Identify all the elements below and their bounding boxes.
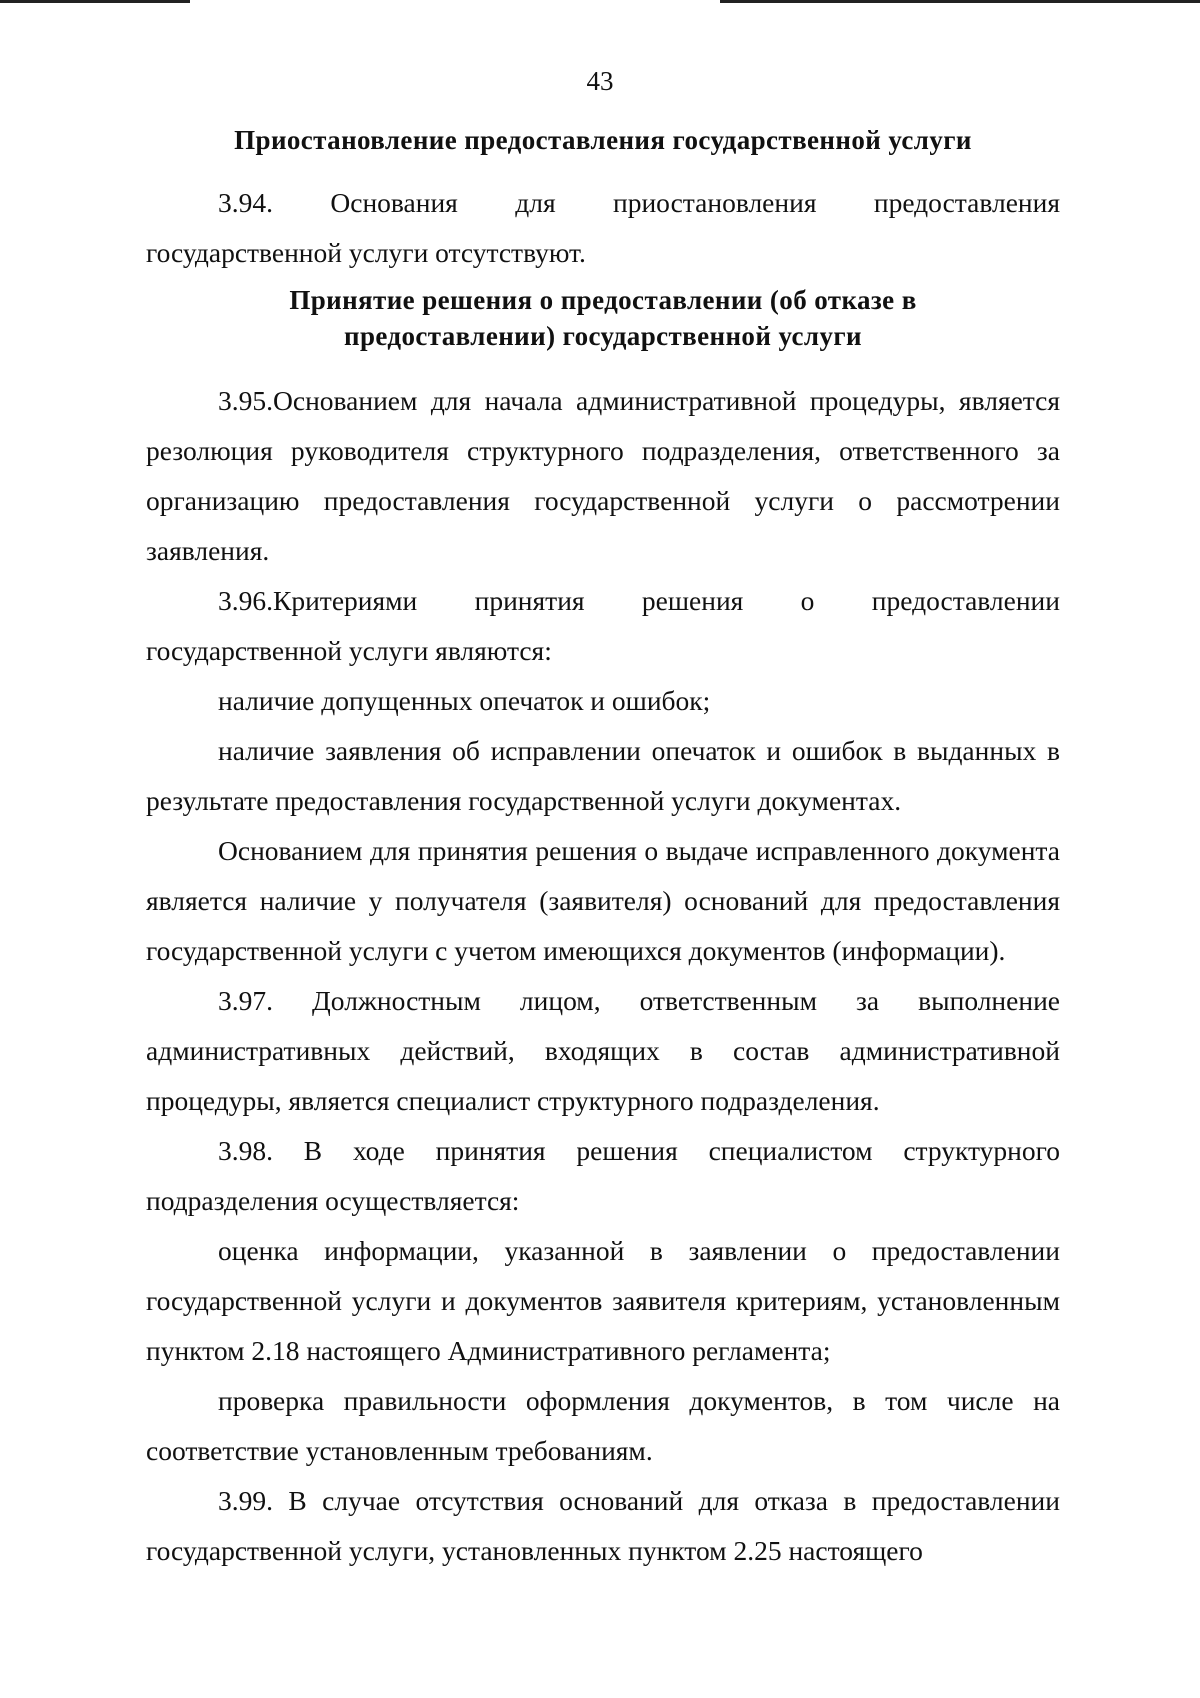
paragraph-corrected-document-basis: Основанием для принятия решения о выдаче исправленного документа является наличие у получателя (заявителя) оснований для предоставления государственной услуги с учетом имеющихся документов (информации). (146, 835, 1060, 966)
paragraph-3-95: 3.95.Основанием для начала административной процедуры, является резолюция руководителя структурного подразделения, ответственного за организацию предоставления государственной услуги о рассмотрении заявления. (146, 385, 1060, 566)
scan-edge-left (0, 0, 190, 3)
list-item-typos: наличие допущенных опечаток и ошибок; (218, 685, 711, 716)
document-body (146, 108, 1060, 1576)
scan-edge-right (720, 0, 1200, 3)
paragraph-3-97: 3.97. Должностным лицом, ответственным за выполнение административных действий, входящих в состав административной процедуры, является специалист структурного подразделения. (146, 985, 1060, 1116)
paragraph-3-96: 3.96.Критериями принятия решения о предоставлении государственной услуги являются: (146, 585, 1060, 666)
paragraph-3-99: 3.99. В случае отсутствия оснований для отказа в предоставлении государственной услуги, установленных пунктом 2.25 настоящего (146, 1485, 1060, 1566)
list-item-correction-request: наличие заявления об исправлении опечаток и ошибок в выданных в результате предоставления государственной услуги документах. (146, 735, 1060, 816)
paragraph-3-94: 3.94. Основания для приостановления предоставления государственной услуги отсутствуют. (146, 187, 1060, 268)
list-item-verification: проверка правильности оформления документов, в том числе на соответствие установленным требованиям. (146, 1385, 1060, 1466)
page-number: 43 (586, 66, 614, 96)
list-item-assessment: оценка информации, указанной в заявлении о предоставлении государственной услуги и документов заявителя критериям, установленным пунктом 2.18 настоящего Административного регламента; (146, 1235, 1060, 1366)
paragraph-3-98: 3.98. В ходе принятия решения специалистом структурного подразделения осуществляется: (146, 1135, 1060, 1216)
section-heading-decision: Принятие решения о предоставлении (об отказе в предоставлении) государственной услуги (289, 285, 917, 351)
section-heading-suspension: Приостановление предоставления государственной услуги (234, 125, 972, 155)
